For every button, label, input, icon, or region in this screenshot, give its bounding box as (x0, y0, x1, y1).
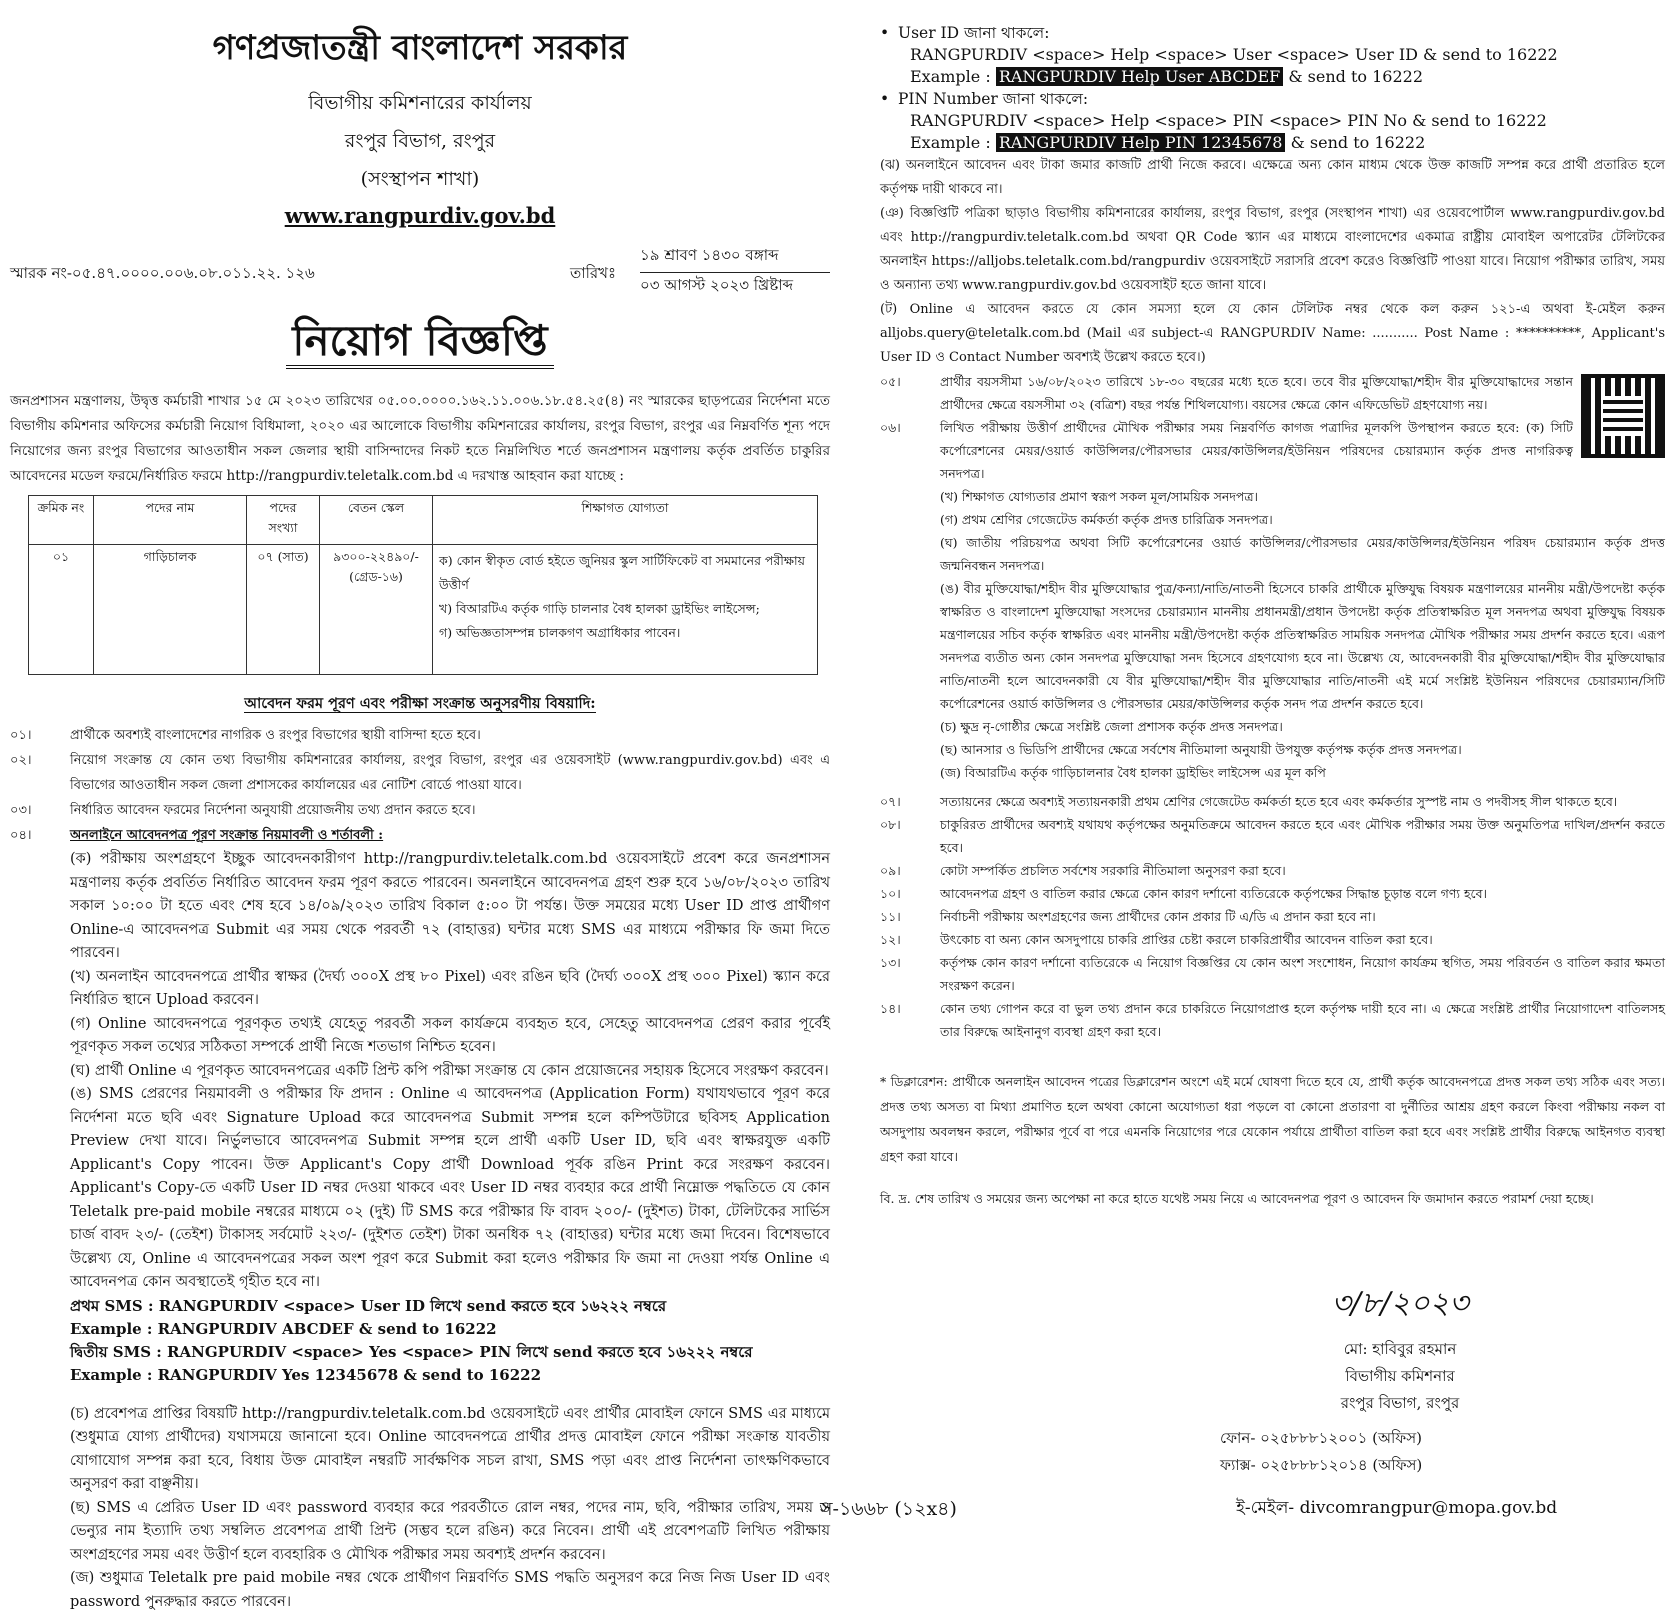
list-item (880, 813, 1665, 859)
memo-reference: স্মারক নং-০৫.৪৭.০০০০.০০৬.০৮.০১১.২২. ১২৬ (10, 262, 315, 287)
item-text: (চ) ক্ষুদ্র নৃ-গোষ্ঠীর ক্ষেত্রে সংশ্লিষ্ট জেলা প্রশাসক কর্তৃক প্রদত্ত সনদপত্র। (940, 715, 1665, 738)
right-column (880, 0, 1665, 1211)
cell-serial: ০১ (29, 545, 94, 675)
table-row (29, 545, 818, 675)
office-name: বিভাগীয় কমিশনারের কার্যালয় (10, 89, 830, 121)
notice-title (10, 308, 830, 379)
email-address[interactable]: ই-মেইল- divcomrangpur@mopa.gov.bd (1236, 1495, 1557, 1523)
online-rules-2 (10, 1403, 830, 1614)
item-text: কোন তথ্য গোপন করে বা ভুল তথ্য প্রদান করে চাকরিতে নিয়োগপ্রাপ্ত হলে কর্তৃপক্ষ দায়ী হবে না। এ ক্ষেত্রে সংশ্লিষ্ট প্রার্থীর নিয়োগাদেশ বাতিলসহ তার বিরুদ্ধে আইনানুগ ব্যবস্থা গ্রহণ করা হবে। (940, 997, 1665, 1043)
example-prefix: Example : (910, 67, 991, 86)
item-text: সত্যায়নের ক্ষেত্রে অবশ্যই সত্যায়নকারী প্রথম শ্রেণির গেজেটেড কর্মকর্তা হতে হবে এবং কর্মকর্তার সুস্পষ্ট নাম ও পদবীসহ সীল থাকতে হবে। (940, 790, 1665, 813)
rule-paragraph: (ঘ) প্রার্থী Online এ পূরণকৃত আবেদনপত্রের একটি প্রিন্ট কপি পরীক্ষা সংক্রান্ত যে কোন প্রয়োজনের সহায়ক হিসেবে সংরক্ষণ করবেন। (70, 1060, 830, 1084)
govt-name: গণপ্রজাতন্ত্রী বাংলাদেশ সরকার (10, 22, 830, 79)
recovery-format: RANGPURDIV <space> Help <space> PIN <space> PIN No & send to 16222 (880, 110, 1665, 132)
list-item (880, 761, 1665, 784)
item-number: ০৭। (880, 790, 940, 813)
item-text: চাকুরিরত প্রার্থীদের অবশ্যই যথাযথ কর্তৃপক্ষের অনুমতিক্রমে আবেদন করতে হবে এবং মৌখিক পরীক্ষার সময় উক্ত অনুমতিপত্র দাখিল/প্রদর্শন করতে হবে। (940, 813, 1665, 859)
list-item (880, 928, 1665, 951)
list-item (880, 997, 1665, 1043)
list-item (880, 577, 1665, 715)
signatory-location: রংপুর বিভাগ, রংপুর (1220, 1390, 1580, 1417)
list-item (880, 790, 1665, 813)
qualification-item: ক) কোন স্বীকৃত বোর্ড হইতে জুনিয়র স্কুল সার্টিফিকেট বা সমমানের পরীক্ষায় উত্তীর্ণ (439, 549, 811, 597)
item-number: ১২। (880, 928, 940, 951)
list-item (880, 715, 1665, 738)
list-item (880, 531, 1665, 577)
item-number: ০৪। (10, 823, 70, 848)
vacancy-table (28, 495, 818, 675)
fax-number: ফ্যাক্স- ০২৫৮৮৮১২০১৪ (অফিস) (1220, 1452, 1580, 1479)
recovery-format: RANGPURDIV <space> Help <space> User <space> User ID & send to 16222 (880, 44, 1665, 66)
example-suffix: & send to 16222 (1288, 67, 1423, 86)
list-item (880, 416, 1573, 485)
item-text: প্রার্থীকে অবশ্যই বাংলাদেশের নাগরিক ও রংপুর বিভাগের স্থায়ী বাসিন্দা হতে হবে। (70, 723, 830, 748)
item-number: ১৩। (880, 951, 940, 997)
cell-scale: ৯৩০০-২২৪৯০/- (গ্রেড-১৬) (320, 545, 433, 675)
list-item (880, 370, 1573, 416)
item-text: অনলাইনে আবেদনপত্র পূরণ সংক্রান্ত নিয়মাবলী ও শর্তাবলী : (70, 823, 830, 848)
rule-paragraph: (চ) প্রবেশপত্র প্রাপ্তির বিষয়টি http://rangpurdiv.teletalk.com.bd ওয়েবসাইটে এবং প্রার্থীর মোবাইল ফোনে SMS এর মাধ্যমে (শুধুমাত্র যোগ্য প্রার্থীদের) যথাসময়ে জানানো হবে। Online আবেদনপত্রে প্রার্থীর প্রদত্ত মোবাইল ফোনে পরীক্ষা সংক্রান্ত যাবতীয় যোগাযোগ সম্পন্ন করা হবে, বিধায় উক্ত মোবাইল নম্বরটি সার্বক্ষণিক সচল রাখা, SMS পড়া এবং প্রাপ্ত নির্দেশনা তাৎক্ষণিকভাবে অনুসরণ করা বাঞ্ছনীয়। (70, 1403, 830, 1497)
signature: ৩/৮/২০২৩ (1220, 1290, 1580, 1336)
cell-qualification (433, 545, 818, 675)
example-highlight: RANGPURDIV Help PIN 12345678 (996, 133, 1286, 152)
list-item (880, 882, 1665, 905)
col-scale: বেতন স্কেল (320, 496, 433, 545)
item-text: (ছ) আনসার ও ভিডিপি প্রার্থীদের ক্ষেত্রে সর্বশেষ নীতিমালা অনুযায়ী উপযুক্ত কর্তৃপক্ষ কর্তৃক প্রদত্ত সনদপত্র। (940, 738, 1665, 761)
item-number: ১০। (880, 882, 940, 905)
rule-paragraph: (গ) Online আবেদনপত্রে পূরণকৃত তথ্যই যেহেতু পরবর্তী সকল কার্যক্রমে ব্যবহৃত হবে, সেহেতু আবেদনপত্র প্রেরণ করার পূর্বেই পূরণকৃত সকল তথ্যের সঠিকতা সম্পর্কে প্রার্থী নিজে শতভাগ নিশ্চিত হবেন। (70, 1013, 830, 1060)
list-item (10, 723, 830, 748)
rule-paragraph: (ঞ) বিজ্ঞপ্তিটি পত্রিকা ছাড়াও বিভাগীয় কমিশনারের কার্যালয়, রংপুর বিভাগ, রংপুর (সংস্থাপন শাখা) এর ওয়েবপোর্টাল www.rangpurdiv.gov.bd এবং http://rangpurdiv.teletalk.com.bd অথবা QR Code স্ক্যান এর মাধ্যমে বাংলাদেশের একমাত্র রাষ্ট্রীয় মোবাইল অপারেটর টেলিটকের অনলাইন https://alljobs.teletalk.com.bd/rangpurdiv ওয়েবসাইটে সরাসরি প্রবেশ করেও বিজ্ঞপ্তিটি পাওয়া যাবে। নিয়োগ পরীক্ষার তারিখ, সময় ও অন্যান্য তথ্য www.rangpurdiv.gov.bd ওয়েবসাইট হতে জানা যাবে। (880, 202, 1665, 298)
item-number: ০৬। (880, 416, 940, 485)
col-serial: ক্রমিক নং (29, 496, 94, 545)
list-item (880, 905, 1665, 928)
date-english: ০৩ আগস্ট ২০২৩ খ্রিষ্টাব্দ (640, 274, 830, 299)
general-conditions (880, 790, 1665, 1043)
nota-bene: বি. দ্র. শেষ তারিখ ও সময়ের জন্য অপেক্ষা না করে হাতে যথেষ্ট সময় নিয়ে এ আবেদনপত্র পূরণ ও আবেদন ফি জমাদান করতে পরামর্শ দেয়া হচ্ছে। (880, 1187, 1665, 1211)
letterhead (10, 22, 830, 228)
item-text: (জ) বিআরটিএ কর্তৃক গাড়িচালনার বৈধ হালকা ড্রাইভিং লাইসেন্স এর মূল কপি (940, 761, 1665, 784)
rule-paragraph: (ঝ) অনলাইনে আবেদন এবং টাকা জমার কাজটি প্রার্থী নিজে করবে। এক্ষেত্রে অন্য কোন মাধ্যম থেকে উক্ত কাজটি সম্পন্ন করে প্রার্থী প্রতারিত হলে কর্তৃপক্ষ দায়ী থাকবে না। (880, 154, 1665, 202)
example-prefix: Example : (910, 133, 991, 152)
rule-paragraph: (ঙ) SMS প্রেরণের নিয়মাবলী ও পরীক্ষার ফি প্রদান : Online এ আবেদনপত্র (Application Form) যথাযথভাবে পূরণ করে নির্দেশনা মতে ছবি এবং Signature Upload করে আবেদনপত্র Submit সম্পন্ন হলে কম্পিউটারে ছবিসহ Application Preview দেখা যাবে। নির্ভুলভাবে আবেদনপত্র Submit সম্পন্ন হলে প্রার্থী একটি User ID, ছবি এবং স্বাক্ষরযুক্ত একটি Applicant's Copy পাবেন। উক্ত Applicant's Copy প্রার্থী Download পূর্বক রঙিন Print করে সংরক্ষণ করবেন। Applicant's Copy-তে একটি User ID নম্বর দেওয়া থাকবে এবং User ID নম্বর ব্যবহার করে প্রার্থী নিম্নোক্ত পদ্ধতিতে যে কোন Teletalk pre-paid mobile নম্বরের মাধ্যমে ০২ (দুই) টি SMS করে পরীক্ষার ফি বাবদ ২০০/- (দুইশত) টাকা, টেলিটকের সার্ভিস চার্জ বাবদ ২৩/- (তেইশ) টাকাসহ সর্বমোট ২২৩/- (দুইশত তেইশ) টাকা অনধিক ৭২ (বাহাত্তর) ঘন্টার মধ্যে জমা দিবেন। বিশেষভাবে উল্লেখ্য যে, Online এ আবেদনপত্রের সকল অংশ পূরণ করে Submit করা হলেও পরীক্ষার ফি জমা না দেওয়া পর্যন্ত Online এ আবেদনপত্র কোন অবস্থাতেই গৃহীত হবে না। (70, 1083, 830, 1295)
recovery-example (880, 66, 1665, 88)
item-text: (গ) প্রথম শ্রেণির গেজেটেড কর্মকর্তা কর্তৃক প্রদত্ত চারিত্রিক সনদপত্র। (940, 508, 1665, 531)
cell-count: ০৭ (সাত) (247, 545, 320, 675)
age-and-documents (880, 370, 1665, 784)
rule-paragraph: (খ) অনলাইন আবেদনপত্রে প্রার্থীর স্বাক্ষর (দৈর্ঘ্য ৩০০X প্রস্থ ৮০ Pixel) এবং রঙিন ছবি (দৈর্ঘ্য ৩০০X প্রস্থ ৩০০ Pixel) স্ক্যান করে নির্ধারিত স্থানে Upload করবেন। (70, 966, 830, 1013)
item-text: লিখিত পরীক্ষায় উত্তীর্ণ প্রার্থীদের মৌখিক পরীক্ষার সময় নিম্নবর্ণিত কাগজ পত্রাদির মূলকপি উপস্থাপন করতে হবে: (ক) সিটি কর্পোরেশনের মেয়র/ওয়ার্ড কাউন্সিলর/পৌরসভার মেয়র/কাউন্সিলর/ইউনিয়ন পরিষদের চেয়ারম্যান কর্তৃক প্রদত্ত নাগরিকত্ব সনদপত্র। (940, 416, 1573, 485)
list-item (10, 798, 830, 823)
office-location: রংপুর বিভাগ, রংপুর (10, 127, 830, 159)
item-number: ১৪। (880, 997, 940, 1043)
item-text: প্রার্থীর বয়সসীমা ১৬/০৮/২০২৩ তারিখে ১৮-৩০ বছরের মধ্যে হতে হবে। তবে বীর মুক্তিযোদ্ধা/শহীদ বীর মুক্তিযোদ্ধাদের সন্তান প্রার্থীদের ক্ষেত্রে বয়সসীমা ৩২ (বত্রিশ) বছর পর্যন্ত শিথিলযোগ্য। বয়সের ক্ষেত্রে কোন এফিডেভিট গ্রহণযোগ্য নয়। (940, 370, 1573, 416)
rule-paragraph: (ক) পরীক্ষায় অংশগ্রহণে ইচ্ছুক আবেদনকারীগণ http://rangpurdiv.teletalk.com.bd ওয়েবসাইটে প্রবেশ করে জনপ্রশাসন মন্ত্রণালয় কর্তৃক প্রবর্তিত নির্ধারিত আবেদন ফরম পূরণ করতে পারবেন। অনলাইনে আবেদনপত্র গ্রহণ শুরু হবে ১৬/০৮/২০২৩ তারিখ সকাল ১০:০০ টা হতে এবং শেষ হবে ১৪/০৯/২০২৩ তারিখ বিকাল ৫:০০ টা পর্যন্ত। উক্ত সময়ের মধ্যে User ID প্রাপ্ত প্রার্থীগণ Online-এ আবেদনপত্র Submit এর সময় থেকে পরবর্তী ৭২ (বাহাত্তর) ঘন্টার মধ্যে SMS এর মাধ্যমে পরীক্ষার ফি জমা দিতে পারবেন। (70, 848, 830, 966)
item-text: নির্বাচনী পরীক্ষায় অংশগ্রহণের জন্য প্রার্থীদের কোন প্রকার টি এ/ডি এ প্রদান করা হবে না। (940, 905, 1665, 928)
item-number: ০৯। (880, 859, 940, 882)
rule-paragraph: (ট) Online এ আবেদন করতে যে কোন সমস্যা হলে যে কোন টেলিটক নম্বর থেকে কল করুন ১২১-এ অথবা ই-মেইল করুন alljobs.query@teletalk.com.bd (Mail এর subject-এ RANGPURDIV Name: ........... Post Name : **********, Applicant's User ID ও Contact Number অবশ্যই উল্লেখ করতে হবে।) (880, 298, 1665, 370)
recovery-label: • User ID জানা থাকলে: (880, 22, 1665, 44)
recovery-block (880, 22, 1665, 154)
item-number: ০৫। (880, 370, 940, 416)
list-item (880, 738, 1665, 761)
signatory-name: মো: হাবিবুর রহমান (1220, 1336, 1580, 1363)
item-text: কোটা সম্পর্কিত প্রচলিত সর্বশেষ সরকারি নীতিমালা অনুসরণ করা হবে। (940, 859, 1665, 882)
list-item (10, 748, 830, 798)
sms-line: Example : RANGPURDIV ABCDEF & send to 16222 (70, 1318, 830, 1341)
conditions-heading-text: আবেদন ফরম পূরণ এবং পরীক্ষা সংক্রান্ত অনুসরণীয় বিষয়াদি: (244, 695, 595, 713)
rule-paragraph: (ছ) SMS এ প্রেরিত User ID এবং password ব্যবহার করে পরবর্তীতে রোল নম্বর, পদের নাম, ছবি, পরীক্ষার তারিখ, সময় ও ভেন্যুর নাম ইত্যাদি তথ্য সম্বলিত প্রবেশপত্র প্রার্থী প্রিন্ট (সম্ভব হলে রঙিন) করে নিবেন। প্রার্থী এই প্রবেশপত্রটি লিখিত পরীক্ষায় অংশগ্রহণের সময় এবং উত্তীর্ণ হলে ব্যবহারিক ও মৌখিক পরীক্ষার সময় অবশ্যই প্রদর্শন করবেন। (70, 1497, 830, 1568)
sms-line: Example : RANGPURDIV Yes 12345678 & send to 16222 (70, 1364, 830, 1387)
date-bangla: ১৯ শ্রাবণ ১৪৩০ বঙ্গাব্দ (640, 244, 830, 273)
intro-paragraph: জনপ্রশাসন মন্ত্রণালয়, উদ্বৃত্ত কর্মচারী শাখার ১৫ মে ২০২৩ তারিখের ০৫.০০.০০০০.১৬২.১১.০০৬.১৮.৫৪.২৫(৪) নং স্মারকের ছাড়পত্রের নির্দেশনা মতে বিভাগীয় কমিশনার অফিসের কর্মচারী নিয়োগ বিধিমালা, ২০২০ এর আলোকে বিভাগীয় কমিশনারের কার্যালয়, রংপুর বিভাগ, রংপুর এর নিম্নবর্ণিত শূন্য পদে নিয়োগের জন্য রংপুর বিভাগের আওতাধীন সকল জেলার স্থায়ী বাসিন্দাদের নিকট হতে নিম্নলিখিত শর্তে জনপ্রশাসন মন্ত্রণালয় কর্তৃক প্রবর্তিত চাকুরির আবেদনের মডেল ফরমে/নির্ধারিত ফরমে http://rangpurdiv.teletalk.com.bd এ দরখাস্ত আহবান করা যাচ্ছে : (10, 389, 830, 489)
qualification-item: গ) অভিজ্ঞতাসম্পন্ন চালকগণ অগ্রাধিকার পাবেন। (439, 621, 811, 645)
list-item (880, 485, 1665, 508)
sms-instructions (10, 1295, 830, 1387)
col-qualification: শিক্ষাগত যোগ্যতা (433, 496, 818, 545)
memo-line (10, 234, 830, 298)
item-text: (ঘ) জাতীয় পরিচয়পত্র অথবা সিটি কর্পোরেশনের ওয়ার্ড কাউন্সিলর/পৌরসভার মেয়র/কাউন্সিলর/ইউনিয়ন পরিষদ চেয়ারম্যান কর্তৃক প্রদত্ত জন্মনিবন্ধন সনদপত্র। (940, 531, 1665, 577)
qualification-item: খ) বিআরটিএ কর্তৃক গাড়ি চালনার বৈধ হালকা ড্রাইভিং লাইসেন্স; (439, 597, 811, 621)
item-number: ০২। (10, 748, 70, 798)
qr-code-icon[interactable] (1581, 374, 1665, 458)
item-number: ০৩। (10, 798, 70, 823)
declaration-note: * ডিক্লারেশন: প্রার্থীকে অনলাইন আবেদন পত্রের ডিক্লারেশন অংশে এই মর্মে ঘোষণা দিতে হবে যে, প্রার্থী কর্তৃক আবেদনপত্রে প্রদত্ত সকল তথ্য সঠিক এবং সত্য। প্রদত্ত তথ্য অসত্য বা মিথ্যা প্রমাণিত হলে অথবা কোনো অযোগ্যতা ধরা পড়লে বা কোনো প্রতারণা বা দুর্নীতির আশ্রয় গ্রহণ করলে কিংবা পরীক্ষায় নকল বা অসদুপায় অবলম্বন করলে, পরীক্ষার পূর্বে বা পরে এমনকি নিয়োগের পরে যেকোন পর্যায়ে প্রার্থীতা বাতিল করা হবে এবং সংশ্লিষ্ট প্রার্থীর বিরুদ্ধে আইনগত ব্যবস্থা গ্রহণ করা যাবে। (880, 1069, 1665, 1169)
phone-number: ফোন- ০২৫৮৮৮১২০০১ (অফিস) (1220, 1425, 1580, 1452)
sms-line: দ্বিতীয় SMS : RANGPURDIV <space> Yes <space> PIN লিখে send করতে হবে ১৬২২২ নম্বরে (70, 1341, 830, 1364)
table-header-row (29, 496, 818, 545)
signature-block (1220, 1290, 1580, 1479)
website-link[interactable]: www.rangpurdiv.gov.bd (10, 203, 830, 228)
item-text: আবেদনপত্র গ্রহণ ও বাতিল করার ক্ষেত্রে কোন কারণ দর্শানো ব্যতিরেকে কর্তৃপক্ষের সিদ্ধান্ত চূড়ান্ত বলে গণ্য হবে। (940, 882, 1665, 905)
notice-title-text: নিয়োগ বিজ্ঞপ্তি (286, 316, 553, 369)
col-count: পদের সংখ্যা (247, 496, 320, 545)
item-text: (খ) শিক্ষাগত যোগ্যতার প্রমাণ স্বরূপ সকল মূল/সাময়িক সনদপত্র। (940, 485, 1665, 508)
list-item (880, 859, 1665, 882)
conditions-list (10, 723, 830, 848)
example-suffix: & send to 16222 (1291, 133, 1426, 152)
branch-name: (সংস্থাপন শাখা) (10, 165, 830, 197)
conditions-heading (10, 693, 830, 717)
online-rules (10, 848, 830, 1295)
item-number: ১১। (880, 905, 940, 928)
left-column (10, 0, 830, 1614)
list-item (880, 951, 1665, 997)
date-label: তারিখঃ (570, 262, 616, 287)
rule-paragraph: (জ) শুধুমাত্র Teletalk pre paid mobile নম্বর থেকে প্রার্থীগণ নিম্নবর্ণিত SMS পদ্ধতি অনুসরণ করে নিজ নিজ User ID এবং password পুনরুদ্ধার করতে পারবেন। (70, 1567, 830, 1614)
print-code: স-১৬৬৮ (১২x৪) (820, 1495, 957, 1527)
col-post: পদের নাম (94, 496, 247, 545)
recovery-label: • PIN Number জানা থাকলে: (880, 88, 1665, 110)
item-text: উৎকোচ বা অন্য কোন অসদুপায়ে চাকরি প্রাপ্তির চেষ্টা করলে চাকরিপ্রার্থীর আবেদন বাতিল করা হবে। (940, 928, 1665, 951)
online-rules-3 (880, 154, 1665, 370)
sms-line: প্রথম SMS : RANGPURDIV <space> User ID লিখে send করতে হবে ১৬২২২ নম্বরে (70, 1295, 830, 1318)
item-number: ০১। (10, 723, 70, 748)
cell-post: গাড়িচালক (94, 545, 247, 675)
item-text: (ঙ) বীর মুক্তিযোদ্ধা/শহীদ বীর মুক্তিযোদ্ধার পুত্র/কন্যা/নাতি/নাতনী হিসেবে চাকরি প্রার্থীকে মুক্তিযুদ্ধ বিষয়ক মন্ত্রণালয়ের মাননীয় মন্ত্রী/উপদেষ্টা কর্তৃক স্বাক্ষরিত ও বাংলাদেশ মুক্তিযোদ্ধা সংসদের চেয়ারম্যান মাননীয় প্রধানমন্ত্রী/প্রধান উপদেষ্টা কর্তৃক প্রতিস্বাক্ষরিত মূল সনদপত্র অথবা মুক্তিযুদ্ধ বিষয়ক মন্ত্রণালয়ের সচিব কর্তৃক স্বাক্ষরিত এবং মাননীয় মন্ত্রী/উপদেষ্টা কর্তৃক প্রতিস্বাক্ষরিত সাময়িক সনদপত্র মৌখিক পরীক্ষার সময় প্রদর্শন করতে হবে। এরূপ সনদপত্র ব্যতীত অন্য কোন সনদপত্র মুক্তিযোদ্ধা সনদ হিসেবে গ্রহণযোগ্য হবে না। উল্লেখ্য যে, আবেদনকারী বীর মুক্তিযোদ্ধা/শহীদ বীর মুক্তিযোদ্ধার নাতি/নাতনী হলে আবেদনকারী যে বীর মুক্তিযোদ্ধা/শহীদ বীর মুক্তিযোদ্ধার নাতি/নাতনী এই মর্মে সংশ্লিষ্ট ইউনিয়ন পরিষদের চেয়ারম্যান/সিটি কর্পোরেশনের ওয়ার্ড কাউন্সিলর ও পৌরসভার মেয়র/কাউন্সিলর কর্তৃক সনদ পত্র প্রদর্শন করতে হবে। (940, 577, 1665, 715)
item-text: নির্ধারিত আবেদন ফরমের নির্দেশনা অনুযায়ী প্রয়োজনীয় তথ্য প্রদান করতে হবে। (70, 798, 830, 823)
item-text: নিয়োগ সংক্রান্ত যে কোন তথ্য বিভাগীয় কমিশনারের কার্যালয়, রংপুর বিভাগ, রংপুর এর ওয়েবসাইট (www.rangpurdiv.gov.bd) এবং এ বিভাগের আওতাধীন সকল জেলা প্রশাসকের কার্যালয়ের এর নোটিশ বোর্ডে পাওয়া যাবে। (70, 748, 830, 798)
item-number: ০৮। (880, 813, 940, 859)
example-highlight: RANGPURDIV Help User ABCDEF (996, 67, 1283, 86)
contact-info (1220, 1425, 1580, 1479)
documents-list (880, 485, 1665, 784)
signatory-designation: বিভাগীয় কমিশনার (1220, 1363, 1580, 1390)
recovery-example (880, 132, 1665, 154)
item-text: কর্তৃপক্ষ কোন কারণ দর্শানো ব্যতিরেকে এ নিয়োগ বিজ্ঞপ্তির যে কোন অংশ সংশোধন, নিয়োগ কার্যক্রম স্থগিত, সময় পরিবর্তন ও বাতিল করার ক্ষমতা সংরক্ষণ করেন। (940, 951, 1665, 997)
list-item (880, 508, 1665, 531)
list-item (10, 823, 830, 848)
